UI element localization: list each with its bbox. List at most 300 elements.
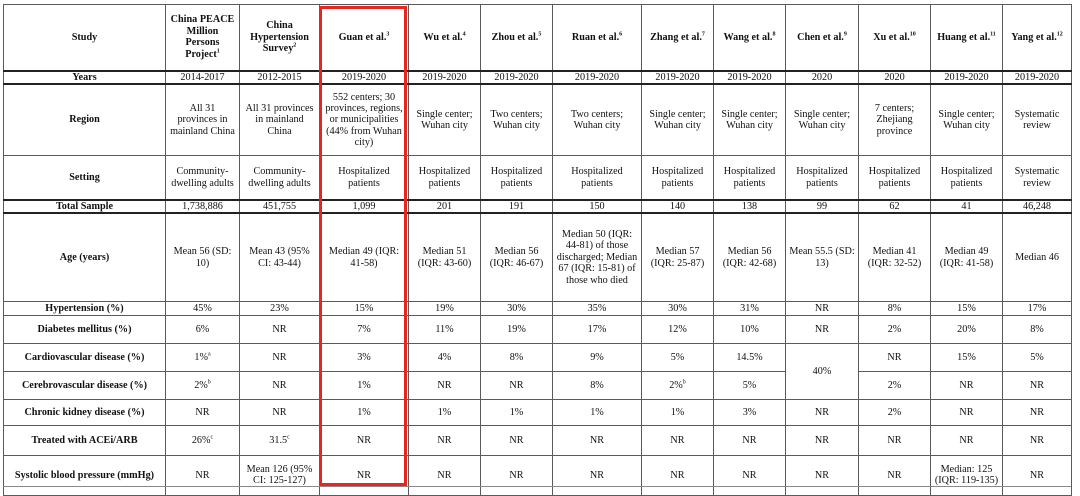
table-cell <box>786 71 859 84</box>
cell-value: 40% <box>812 365 832 377</box>
table-cell <box>931 455 1003 495</box>
cell-value: NR <box>814 406 830 418</box>
cell-value: NR <box>589 469 605 481</box>
table-row <box>4 301 1072 315</box>
study-reference: 6 <box>619 31 623 38</box>
table-cell <box>481 213 553 301</box>
row-label-hypertension: Hypertension (%) <box>4 301 166 315</box>
cell-value: 99 <box>816 200 828 212</box>
table-cell <box>409 156 481 200</box>
cell-value: Two centers; Wuhan city <box>490 108 543 132</box>
study-reference: 11 <box>990 31 996 38</box>
cell-value: Median 57 (IQR: 25-87) <box>650 246 705 269</box>
cell-value: 2019-2020 <box>944 71 989 83</box>
cell-value: NR <box>1029 469 1045 481</box>
table-cell <box>240 455 320 495</box>
cell-value: NR <box>742 434 757 446</box>
cell-value: Median 49 (IQR: 41-58) <box>328 246 400 269</box>
cell-value: Median 46 <box>1015 251 1059 263</box>
header-row <box>4 5 1072 71</box>
table-cell <box>642 71 714 84</box>
table-row <box>4 84 1072 156</box>
cell-value: NR <box>814 434 830 446</box>
table-cell <box>166 343 240 371</box>
table-cell <box>786 156 859 200</box>
table-cell <box>714 315 786 343</box>
cell-value: 2020 <box>884 71 905 83</box>
study-name: Wang et al. <box>723 31 773 43</box>
table-cell <box>553 455 642 495</box>
study-name: Ruan et al. <box>571 31 620 43</box>
cell-value: Community-dwelling adults <box>248 166 311 189</box>
table-cell <box>553 156 642 200</box>
cell-value: 2% <box>887 379 902 391</box>
table-cell <box>859 213 931 301</box>
table-cell <box>240 343 320 371</box>
footnote-mark: b <box>207 379 211 386</box>
row-label-age-years: Age (years) <box>4 213 166 301</box>
study-reference: 3 <box>386 31 390 38</box>
table-cell <box>642 301 714 315</box>
study-reference: 10 <box>909 31 916 38</box>
cell-value: 3% <box>742 406 757 418</box>
study-name: Zhang et al. <box>650 31 702 43</box>
table-cell <box>642 84 714 156</box>
table-cell <box>240 425 320 455</box>
study-header-huang-et-al <box>931 5 1003 71</box>
cell-value: NR <box>1029 406 1045 418</box>
cell-value: 14.5% <box>736 351 763 363</box>
table-row <box>4 200 1072 213</box>
table-cell <box>859 399 931 425</box>
table-cell <box>1003 399 1072 425</box>
table-cell <box>240 84 320 156</box>
table-cell <box>553 200 642 213</box>
cell-value: NR <box>437 379 452 391</box>
cell-value: NR <box>509 379 524 391</box>
cell-value: 2014-2017 <box>180 71 225 83</box>
cell-value: 8% <box>887 302 902 314</box>
cell-value: 140 <box>669 200 686 212</box>
table-cell <box>553 343 642 371</box>
table-cell <box>240 71 320 84</box>
table-cell <box>320 315 409 343</box>
table-cell <box>931 301 1003 315</box>
row-label-treated-with-acei-arb: Treated with ACEi/ARB <box>4 425 166 455</box>
table-cell <box>1003 315 1072 343</box>
cell-value: Hospitalized patients <box>868 166 921 189</box>
study-reference: 8 <box>772 31 776 38</box>
table-cell <box>1003 371 1072 399</box>
cell-value: 2012-2015 <box>257 71 302 83</box>
cell-value: 451,755 <box>262 200 297 212</box>
cell-value: 10% <box>740 323 759 335</box>
cell-value: 2019-2020 <box>1014 71 1060 83</box>
table-cell <box>553 371 642 399</box>
study-reference: 2 <box>293 42 297 49</box>
row-label-region: Region <box>4 84 166 156</box>
table-cell <box>786 315 859 343</box>
cell-value: Hospitalized patients <box>940 166 993 189</box>
table-cell <box>240 399 320 425</box>
study-comparison-table <box>3 4 1072 496</box>
table-row <box>4 399 1072 425</box>
table-cell <box>553 213 642 301</box>
cell-value: NR <box>814 323 830 335</box>
cell-value: All 31 provinces in mainland China <box>170 103 235 137</box>
cell-value: NR <box>670 434 685 446</box>
table-cell <box>642 156 714 200</box>
cell-value: NR <box>814 469 830 481</box>
table-cell <box>409 343 481 371</box>
table-cell <box>553 399 642 425</box>
table-cell <box>786 399 859 425</box>
cell-value: 45% <box>193 302 212 314</box>
table-cell <box>786 343 859 399</box>
cell-value: All 31 provinces in mainland China <box>245 103 314 137</box>
cell-value: Single center; Wuhan city <box>721 108 778 132</box>
cell-value: NR <box>589 434 605 446</box>
cell-value: 23% <box>270 302 289 314</box>
table-cell <box>409 71 481 84</box>
cell-value: 201 <box>436 200 453 212</box>
cell-value: Hospitalized patients <box>723 166 776 189</box>
study-reference: 4 <box>462 31 466 38</box>
table-cell <box>1003 301 1072 315</box>
table-cell <box>553 315 642 343</box>
table-cell <box>320 71 409 84</box>
cell-value: Mean 43 (95% CI: 43-44) <box>249 246 310 269</box>
cell-value: NR <box>742 469 757 481</box>
cell-value: 41 <box>961 200 972 212</box>
cell-value: 2% <box>887 406 902 418</box>
table-cell <box>714 71 786 84</box>
footnote-mark: c <box>210 434 214 441</box>
table-cell <box>859 71 931 84</box>
header-study-label: Study <box>4 5 166 71</box>
table-cell <box>859 200 931 213</box>
cell-value: Two centers; Wuhan city <box>570 108 624 132</box>
cell-value: Hospitalized patients <box>571 166 623 189</box>
table-cell <box>553 71 642 84</box>
row-label-systolic-blood-pressure-mmhg: Systolic blood pressure (mmHg) <box>4 455 166 495</box>
table-row <box>4 343 1072 371</box>
cell-value: NR <box>437 469 452 481</box>
cell-value: Median 50 (IQR: 44-81) of those discharged; Median 67 (IQR: 15-81) of those who died <box>556 229 638 286</box>
table-row <box>4 315 1072 343</box>
cell-value: 11% <box>435 323 454 335</box>
table-cell <box>714 200 786 213</box>
table-row <box>4 213 1072 301</box>
table-row <box>4 455 1072 495</box>
cell-value: 20% <box>957 323 976 335</box>
table-cell <box>166 301 240 315</box>
table-row <box>4 371 1072 399</box>
cell-value: Mean 126 (95% CI: 125-127) <box>246 463 313 487</box>
study-header-guan-et-al <box>320 5 409 71</box>
study-name: Wu et al. <box>423 31 463 43</box>
cell-value: 8% <box>1030 323 1044 335</box>
study-header-china-peace-million-persons-project <box>166 5 240 71</box>
cell-value: 1% <box>509 406 524 418</box>
table-cell <box>1003 156 1072 200</box>
cell-value: Hospitalized patients <box>651 166 704 189</box>
footnote-mark: a <box>207 351 211 358</box>
cell-value: NR <box>356 434 372 446</box>
table-cell <box>859 455 931 495</box>
study-header-xu-et-al <box>859 5 931 71</box>
table-cell <box>714 213 786 301</box>
table-cell <box>786 301 859 315</box>
cell-value: 2% <box>194 379 208 391</box>
cell-value: NR <box>195 406 210 418</box>
cell-value: 17% <box>587 323 607 335</box>
table-cell <box>481 315 553 343</box>
table-cell <box>409 213 481 301</box>
table-cell <box>166 399 240 425</box>
cell-value: 7% <box>357 323 371 335</box>
study-name: Xu et al. <box>873 31 910 43</box>
table-cell <box>1003 200 1072 213</box>
table-cell <box>786 425 859 455</box>
table-cell <box>786 213 859 301</box>
row-label-years: Years <box>4 71 166 84</box>
cell-value: 5% <box>1030 351 1044 363</box>
cell-value: NR <box>509 434 524 446</box>
cell-value: NR <box>814 302 830 314</box>
row-label-cardiovascular-disease: Cardiovascular disease (%) <box>4 343 166 371</box>
cell-value: 2020 <box>811 71 833 83</box>
table-cell <box>1003 425 1072 455</box>
table-cell <box>481 343 553 371</box>
table-cell <box>931 84 1003 156</box>
cell-value: 1,738,886 <box>182 200 223 212</box>
cell-value: Median: 125 (IQR: 119-135) <box>934 463 999 487</box>
table-cell <box>553 84 642 156</box>
cell-value: 2% <box>887 323 902 335</box>
cell-value: 6% <box>195 323 210 335</box>
table-cell <box>714 371 786 399</box>
cell-value: NR <box>887 434 902 446</box>
table-cell <box>931 315 1003 343</box>
cell-value: 1% <box>590 406 604 418</box>
table-cell <box>642 343 714 371</box>
cell-value: Systematic review <box>1014 108 1060 132</box>
cell-value: Single center; Wuhan city <box>649 108 706 132</box>
table-cell <box>714 343 786 371</box>
table-cell <box>931 200 1003 213</box>
table-cell <box>481 399 553 425</box>
table-cell <box>931 71 1003 84</box>
cell-value: 3% <box>357 351 371 363</box>
table-cell <box>859 301 931 315</box>
study-reference: 5 <box>538 31 542 38</box>
study-header-zhou-et-al <box>481 5 553 71</box>
cell-value: 1% <box>194 351 208 363</box>
table-cell <box>481 84 553 156</box>
table-cell <box>642 315 714 343</box>
cell-value: Median 56 (IQR: 46-67) <box>489 246 544 269</box>
table-cell <box>320 213 409 301</box>
table-cell <box>320 399 409 425</box>
cell-value: 150 <box>589 200 605 212</box>
table-cell <box>409 301 481 315</box>
cell-value: NR <box>195 469 210 481</box>
table-cell <box>642 371 714 399</box>
study-name: China Hypertension Survey <box>250 20 309 54</box>
cell-value: 62 <box>889 200 900 212</box>
cell-value: NR <box>272 323 287 335</box>
table-cell <box>642 425 714 455</box>
cell-value: Hospitalized patients <box>796 166 848 189</box>
cell-value: 8% <box>509 351 524 363</box>
table-cell <box>481 301 553 315</box>
table-cell <box>166 315 240 343</box>
study-reference: 1 <box>216 48 220 55</box>
cell-value: 17% <box>1027 302 1047 314</box>
table-cell <box>1003 343 1072 371</box>
cell-value: Hospitalized patients <box>490 166 543 189</box>
row-label-diabetes-mellitus: Diabetes mellitus (%) <box>4 315 166 343</box>
table-cell <box>409 455 481 495</box>
cell-value: 31.5 <box>269 434 288 446</box>
study-name: Huang et al. <box>937 31 991 43</box>
table-cell <box>320 301 409 315</box>
cell-value: 1% <box>357 379 371 391</box>
table-cell <box>166 200 240 213</box>
table-cell <box>481 455 553 495</box>
table-cell <box>714 399 786 425</box>
table-cell <box>859 156 931 200</box>
cell-value: 2019-2020 <box>494 71 539 83</box>
table-cell <box>931 156 1003 200</box>
row-label-cerebrovascular-disease: Cerebrovascular disease (%) <box>4 371 166 399</box>
table-cell <box>320 156 409 200</box>
table-cell <box>1003 71 1072 84</box>
study-reference: 9 <box>843 31 847 38</box>
cell-value: Median 41 (IQR: 32-52) <box>867 246 922 269</box>
cell-value: 9% <box>590 351 604 363</box>
table-cell <box>553 301 642 315</box>
cell-value: 4% <box>437 351 452 363</box>
table-cell <box>642 213 714 301</box>
cell-value: Median 49 (IQR: 41-58) <box>939 246 994 269</box>
study-header-chen-et-al <box>786 5 859 71</box>
cell-value: 30% <box>507 302 526 314</box>
cell-value: Single center; Wuhan city <box>793 108 851 132</box>
table-cell <box>786 200 859 213</box>
table-cell <box>240 371 320 399</box>
cell-value: 2019-2020 <box>341 71 387 83</box>
study-header-ruan-et-al <box>553 5 642 71</box>
cell-value: 1% <box>670 406 685 418</box>
table-cell <box>166 371 240 399</box>
cell-value: NR <box>1029 434 1045 446</box>
table-cell <box>714 425 786 455</box>
cell-value: Mean 56 (SD: 10) <box>173 246 232 269</box>
table-cell <box>409 425 481 455</box>
table-cell <box>409 200 481 213</box>
cell-value: 15% <box>354 302 374 314</box>
table-cell <box>240 200 320 213</box>
study-header-wang-et-al <box>714 5 786 71</box>
table-cell <box>320 371 409 399</box>
cell-value: NR <box>356 469 372 481</box>
cell-value: Single center; Wuhan city <box>416 108 473 132</box>
footnote-mark: b <box>682 379 686 386</box>
cell-value: Mean 55.5 (SD: 13) <box>789 246 855 269</box>
table-bottom-rule <box>3 486 1071 487</box>
study-name: Zhou et al. <box>491 31 539 43</box>
table-cell <box>642 455 714 495</box>
cell-value: 1% <box>357 406 371 418</box>
cell-value: NR <box>437 434 452 446</box>
table-cell <box>481 425 553 455</box>
cell-value: 2019-2020 <box>727 71 772 83</box>
table-cell <box>166 71 240 84</box>
cell-value: 2% <box>669 379 683 391</box>
table-cell <box>240 301 320 315</box>
study-name: Yang et al. <box>1011 31 1057 43</box>
cell-value: NR <box>272 351 287 363</box>
table-cell <box>166 455 240 495</box>
cell-value: NR <box>887 351 902 363</box>
cell-value: 552 centers; 30 provinces, regions, or municipalities (44% from Wuhan city) <box>325 91 403 149</box>
table-cell <box>931 343 1003 371</box>
cell-value: 46,248 <box>1022 200 1051 212</box>
table-cell <box>931 425 1003 455</box>
cell-value: NR <box>670 469 685 481</box>
study-reference: 12 <box>1056 31 1063 38</box>
table-cell <box>166 425 240 455</box>
table-row <box>4 71 1072 84</box>
table-row <box>4 156 1072 200</box>
table-cell <box>859 371 931 399</box>
table-cell <box>859 315 931 343</box>
cell-value: 1% <box>437 406 452 418</box>
table-cell <box>481 156 553 200</box>
table-cell <box>642 200 714 213</box>
cell-value: Hospitalized patients <box>418 166 471 189</box>
cell-value: NR <box>887 469 902 481</box>
cell-value: Median 51 (IQR: 43-60) <box>417 246 472 269</box>
table-cell <box>166 84 240 156</box>
table-cell <box>320 200 409 213</box>
cell-value: Hospitalized patients <box>338 166 390 189</box>
study-header-wu-et-al <box>409 5 481 71</box>
cell-value: 5% <box>670 351 685 363</box>
table-cell <box>714 84 786 156</box>
table-cell <box>240 213 320 301</box>
table-cell <box>1003 213 1072 301</box>
cell-value: 35% <box>587 302 607 314</box>
cell-value: 2019-2020 <box>655 71 700 83</box>
table-cell <box>409 84 481 156</box>
cell-value: NR <box>1029 379 1045 391</box>
table-cell <box>931 213 1003 301</box>
cell-value: 2019-2020 <box>574 71 620 83</box>
table-cell <box>320 455 409 495</box>
table-cell <box>481 371 553 399</box>
cell-value: NR <box>509 469 524 481</box>
cell-value: Single center; Wuhan city <box>938 108 995 132</box>
cell-value: 1,099 <box>352 200 376 212</box>
row-label-chronic-kidney-disease: Chronic kidney disease (%) <box>4 399 166 425</box>
table-cell <box>1003 455 1072 495</box>
cell-value: 8% <box>590 379 604 391</box>
table-cell <box>1003 84 1072 156</box>
table-cell <box>714 156 786 200</box>
